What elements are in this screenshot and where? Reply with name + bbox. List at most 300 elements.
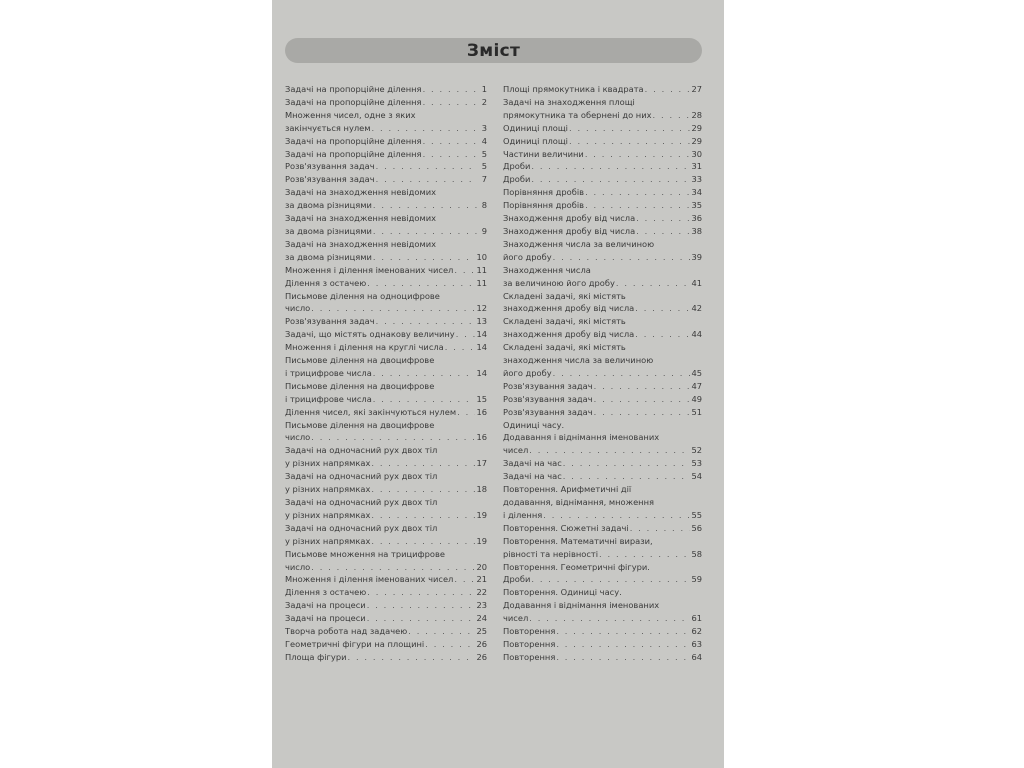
toc-page-number: 58	[691, 548, 702, 559]
toc-entry-title-line: Письмове ділення на двоцифрове	[285, 419, 435, 430]
toc-entry-line	[503, 522, 702, 535]
toc-page-number: 36	[691, 213, 702, 224]
toc-leader-dots	[585, 199, 690, 212]
toc-entry-line	[285, 173, 487, 186]
toc-entry-title: у різних напрямках	[285, 484, 371, 495]
toc-entry-title: Розв'язування задач	[503, 380, 593, 391]
toc-leader-dots	[636, 212, 690, 225]
toc-entry-title-line: Задачі на знаходження невідомих	[285, 187, 437, 198]
toc-entry-line	[503, 83, 702, 96]
toc-entry	[285, 328, 487, 341]
toc-leader-dots	[531, 573, 690, 586]
toc-entry-title-line: Задачі на знаходження невідомих	[285, 213, 437, 224]
toc-page-number: 26	[476, 638, 487, 649]
toc-entry	[285, 625, 487, 638]
toc-entry	[503, 419, 702, 458]
toc-entry-title: Повторення. Сюжетні задачі	[503, 522, 629, 533]
toc-entry-title: Знаходження дробу від числа	[503, 213, 636, 224]
toc-entry-title-line: Повторення. Математичні вирази,	[503, 535, 653, 546]
toc-page-number: 8	[481, 200, 487, 211]
toc-leader-dots	[454, 573, 475, 586]
toc-page-number: 13	[476, 316, 487, 327]
toc-page-number: 16	[476, 432, 487, 443]
toc-entry-title: за двома різницями	[285, 225, 372, 236]
toc-entry-title: знаходження дробу від числа	[503, 303, 635, 314]
toc-page-number: 45	[691, 367, 702, 378]
toc-entry-line	[503, 148, 702, 161]
toc-entry-line	[285, 83, 487, 96]
toc-leader-dots	[553, 251, 691, 264]
toc-page-number: 24	[476, 613, 487, 624]
toc-leader-dots	[376, 160, 478, 173]
toc-page-number: 33	[691, 174, 702, 185]
toc-page-number: 4	[481, 135, 487, 146]
toc-entry-title-line: Письмове ділення на одноцифрове	[285, 290, 440, 301]
toc-entry	[285, 406, 487, 419]
toc-leader-dots	[636, 225, 690, 238]
toc-entry-title: Повторення	[503, 638, 556, 649]
toc-entry	[285, 83, 487, 96]
toc-entry-title-line: Задачі на одночасний рух двох тіл	[285, 471, 438, 482]
toc-entry-title-line: Складені задачі, які містять	[503, 290, 626, 301]
toc-page-number: 52	[691, 445, 702, 456]
toc-entry-title: Множення і ділення іменованих чисел	[285, 264, 454, 275]
contents-title: Зміст	[466, 40, 521, 61]
toc-entry-line	[285, 651, 487, 664]
toc-entry-title: Задачі на пропорційне ділення	[285, 148, 422, 159]
toc-entry	[285, 380, 487, 406]
toc-entry-title: Одиниці площі	[503, 135, 568, 146]
toc-leader-dots	[529, 444, 690, 457]
toc-entry-line	[285, 535, 487, 548]
toc-leader-dots	[367, 277, 475, 290]
toc-entry	[285, 496, 487, 522]
toc-entry-title: у різних напрямках	[285, 509, 371, 520]
toc-entry-title-line: Задачі на одночасний рух двох тіл	[285, 522, 438, 533]
toc-leader-dots	[445, 341, 476, 354]
toc-entry	[285, 548, 487, 574]
toc-entry-title: у різних напрямках	[285, 458, 371, 469]
toc-entry-line	[285, 277, 487, 290]
toc-entry	[285, 573, 487, 586]
toc-page-number: 53	[691, 458, 702, 469]
toc-page-number: 14	[476, 342, 487, 353]
toc-leader-dots	[616, 277, 691, 290]
toc-entry-title: Площі прямокутника і квадрата	[503, 84, 644, 94]
toc-entry	[503, 393, 702, 406]
toc-entry-title: прямокутника та обернені до них	[503, 109, 652, 120]
toc-entry-line	[285, 148, 487, 161]
toc-entry-title: його дробу	[503, 251, 552, 262]
toc-leader-dots	[372, 122, 478, 135]
toc-entry	[503, 586, 702, 625]
toc-entry-line	[503, 367, 702, 380]
toc-leader-dots	[373, 393, 476, 406]
toc-entry-line	[285, 638, 487, 651]
toc-page-number: 29	[691, 122, 702, 133]
toc-entry-title-line: знаходження числа за величиною	[503, 355, 654, 366]
toc-leader-dots	[556, 651, 690, 664]
toc-page-number: 18	[476, 484, 487, 495]
toc-entry-title: знаходження дробу від числа	[503, 329, 635, 340]
toc-page-number: 25	[476, 626, 487, 637]
toc-page-number: 11	[476, 277, 487, 288]
toc-entry	[503, 561, 702, 587]
toc-page-number: 44	[691, 329, 702, 340]
toc-entry	[503, 173, 702, 186]
toc-entry	[285, 419, 487, 445]
toc-entry-line	[285, 586, 487, 599]
toc-entry-title: його дробу	[503, 367, 552, 378]
toc-leader-dots	[556, 638, 690, 651]
toc-page-number: 26	[476, 651, 487, 662]
toc-entry-line	[285, 160, 487, 173]
toc-entry-title: Задачі на час	[503, 471, 562, 482]
toc-page-number: 59	[691, 574, 702, 585]
toc-page-number: 27	[691, 84, 702, 94]
toc-entry	[503, 522, 702, 535]
toc-entry-title: Розв'язування задач	[503, 406, 593, 417]
toc-entry-line	[285, 573, 487, 586]
toc-page-number: 54	[691, 471, 702, 482]
toc-entry-title: і трицифрове числа	[285, 367, 372, 378]
toc-entry-line	[285, 328, 487, 341]
toc-leader-dots	[373, 199, 478, 212]
toc-entry-line	[503, 277, 702, 290]
toc-entry-line	[285, 199, 487, 212]
toc-entry-line	[285, 96, 487, 109]
toc-entry	[503, 225, 702, 238]
toc-leader-dots	[373, 367, 476, 380]
toc-entry-line	[503, 225, 702, 238]
toc-page-number: 47	[691, 380, 702, 391]
toc-entry-line	[503, 651, 702, 664]
toc-column-right	[503, 83, 702, 664]
toc-leader-dots	[425, 638, 475, 651]
toc-entry-title: Порівняння дробів	[503, 200, 585, 211]
toc-page-number: 3	[481, 122, 487, 133]
toc-page-number: 14	[476, 367, 487, 378]
toc-page-number: 10	[476, 251, 487, 262]
toc-entry-title-line: Повторення. Одиниці часу.	[503, 587, 622, 598]
toc-entry-title: Задачі на час	[503, 458, 562, 469]
toc-entry	[285, 109, 487, 135]
toc-entry	[285, 586, 487, 599]
toc-page-number: 63	[691, 638, 702, 649]
toc-entry-line	[285, 122, 487, 135]
toc-entry-title-line: Знаходження числа	[503, 264, 591, 275]
toc-entry-title: число	[285, 432, 311, 443]
toc-entry-title: чисел	[503, 613, 529, 624]
toc-entry-line	[285, 509, 487, 522]
toc-entry-title: за двома різницями	[285, 200, 372, 211]
toc-entry	[503, 535, 702, 561]
toc-leader-dots	[376, 315, 476, 328]
toc-entry-line	[503, 638, 702, 651]
toc-page-number: 7	[481, 174, 487, 185]
toc-leader-dots	[563, 470, 691, 483]
toc-page-number: 64	[691, 651, 702, 662]
toc-entry	[285, 135, 487, 148]
toc-leader-dots	[653, 109, 691, 122]
toc-entry	[503, 341, 702, 380]
toc-leader-dots	[347, 651, 475, 664]
toc-entry-line	[285, 225, 487, 238]
toc-entry	[285, 160, 487, 173]
toc-entry-line	[503, 470, 702, 483]
toc-entry	[285, 638, 487, 651]
toc-page-number: 14	[476, 329, 487, 340]
toc-entry-title: Ділення з остачею	[285, 277, 367, 288]
toc-leader-dots	[594, 393, 691, 406]
toc-entry-title: закінчується нулем	[285, 122, 371, 133]
toc-entry	[503, 199, 702, 212]
toc-entry	[503, 186, 702, 199]
toc-leader-dots	[367, 612, 476, 625]
toc-leader-dots	[371, 483, 475, 496]
toc-entry	[285, 470, 487, 496]
toc-entry-title-line: Додавання і віднімання іменованих	[503, 432, 660, 443]
toc-page-number: 19	[476, 509, 487, 520]
toc-page-number: 9	[481, 225, 487, 236]
toc-entry-line	[503, 548, 702, 561]
toc-entry	[285, 522, 487, 548]
toc-entry-title: і ділення	[503, 509, 543, 520]
toc-leader-dots	[423, 148, 478, 161]
toc-leader-dots	[531, 160, 690, 173]
toc-entry-title-line: Складені задачі, які містять	[503, 342, 626, 353]
toc-entry-line	[503, 328, 702, 341]
toc-entry-line	[503, 122, 702, 135]
toc-leader-dots	[563, 457, 691, 470]
toc-entry-title: Геометричні фігури на площині	[285, 638, 425, 649]
toc-leader-dots	[408, 625, 475, 638]
toc-entry-title-line: Задачі на одночасний рух двох тіл	[285, 497, 438, 507]
toc-entry	[285, 612, 487, 625]
toc-entry-title-line: додавання, віднімання, множення	[503, 497, 655, 507]
toc-entry-title-line: Повторення. Геометричні фігури.	[503, 561, 650, 572]
toc-page-number: 1	[481, 84, 487, 94]
toc-entry	[285, 264, 487, 277]
toc-leader-dots	[635, 302, 690, 315]
toc-entry	[285, 651, 487, 664]
toc-page-number: 61	[691, 613, 702, 624]
toc-entry-line	[285, 457, 487, 470]
toc-entry-line	[285, 367, 487, 380]
toc-page-number: 5	[481, 161, 487, 172]
toc-leader-dots	[373, 251, 476, 264]
toc-entry-title: число	[285, 303, 311, 314]
toc-page-number: 41	[691, 277, 702, 288]
toc-page-number: 29	[691, 135, 702, 146]
toc-leader-dots	[543, 509, 690, 522]
toc-entry-title: Задачі на процеси	[285, 613, 366, 624]
toc-entry-line	[285, 302, 487, 315]
toc-entry-line	[503, 186, 702, 199]
toc-entry-title: Повторення	[503, 626, 556, 637]
toc-entry-title: Розв'язування задач	[503, 393, 593, 404]
toc-page-number: 62	[691, 626, 702, 637]
toc-leader-dots	[367, 586, 475, 599]
toc-page-number: 51	[691, 406, 702, 417]
toc-leader-dots	[645, 83, 691, 96]
toc-entry-title: Розв'язування задач	[285, 174, 375, 185]
toc-entry	[503, 290, 702, 316]
toc-entry-title: Задачі на пропорційне ділення	[285, 96, 422, 107]
toc-entry	[503, 638, 702, 651]
toc-entry-line	[285, 315, 487, 328]
toc-leader-dots	[529, 612, 690, 625]
toc-page-number: 11	[476, 264, 487, 275]
toc-entry	[503, 135, 702, 148]
toc-page-number: 39	[691, 251, 702, 262]
toc-entry	[503, 625, 702, 638]
toc-entry-title-line: Одиниці часу.	[503, 419, 565, 430]
toc-entry-title: Порівняння дробів	[503, 187, 585, 198]
toc-entry-title: Множення і ділення іменованих чисел	[285, 574, 454, 585]
toc-page-number: 55	[691, 509, 702, 520]
toc-page-number: 30	[691, 148, 702, 159]
toc-page-number: 28	[691, 109, 702, 120]
toc-leader-dots	[531, 173, 690, 186]
toc-entry	[503, 483, 702, 522]
toc-entry-title: рівності та нерівності	[503, 548, 599, 559]
toc-page-number: 49	[691, 393, 702, 404]
toc-leader-dots	[376, 173, 478, 186]
toc-entry	[285, 444, 487, 470]
toc-entry-title-line: Додавання і віднімання іменованих	[503, 600, 660, 611]
toc-entry-line	[503, 199, 702, 212]
toc-page-number: 35	[691, 200, 702, 211]
toc-entry-title: Дроби	[503, 574, 531, 585]
toc-leader-dots	[423, 96, 478, 109]
contents-title-bar	[285, 38, 702, 63]
toc-page-number: 22	[476, 587, 487, 598]
toc-entry-title: Повторення	[503, 651, 556, 662]
toc-page-number: 15	[476, 393, 487, 404]
toc-leader-dots	[371, 509, 475, 522]
toc-entry-title: Площа фігури	[285, 651, 347, 662]
toc-entry	[503, 122, 702, 135]
toc-leader-dots	[635, 328, 690, 341]
toc-leader-dots	[599, 548, 690, 561]
toc-page-number: 23	[476, 600, 487, 611]
toc-entry-line	[503, 509, 702, 522]
toc-entry-line	[285, 561, 487, 574]
toc-page-number: 2	[481, 96, 487, 107]
toc-entry	[285, 341, 487, 354]
toc-entry-line	[503, 573, 702, 586]
toc-entry-title: Одиниці площі	[503, 122, 568, 133]
toc-leader-dots	[371, 457, 475, 470]
toc-entry-title: Множення і ділення на круглі числа	[285, 342, 444, 353]
toc-entry	[285, 186, 487, 212]
toc-entry-line	[503, 393, 702, 406]
toc-entry	[285, 315, 487, 328]
toc-entry	[285, 354, 487, 380]
toc-entry-line	[285, 264, 487, 277]
toc-entry	[503, 406, 702, 419]
toc-entry	[285, 599, 487, 612]
toc-entry-title: чисел	[503, 445, 529, 456]
toc-page-number: 17	[476, 458, 487, 469]
toc-entry-line	[503, 457, 702, 470]
toc-column-left	[285, 83, 487, 664]
toc-page-number: 16	[476, 406, 487, 417]
toc-entry	[285, 173, 487, 186]
toc-entry-line	[503, 251, 702, 264]
toc-entry	[285, 96, 487, 109]
toc-entry-title-line: Знаходження числа за величиною	[503, 238, 655, 249]
toc-leader-dots	[553, 367, 691, 380]
toc-entry-title-line: Задачі на знаходження невідомих	[285, 238, 437, 249]
toc-entry-title-line: Письмове множення на трицифрове	[285, 548, 445, 559]
toc-leader-dots	[311, 561, 475, 574]
toc-leader-dots	[569, 135, 690, 148]
toc-entry-title-line: Повторення. Арифметичні дії	[503, 484, 632, 495]
toc-entry-title: Творча робота над задачею	[285, 626, 408, 637]
toc-entry-line	[503, 612, 702, 625]
toc-page-number: 21	[476, 574, 487, 585]
toc-page-number: 31	[691, 161, 702, 172]
toc-entry-title: Розв'язування задач	[285, 316, 375, 327]
toc-entry-title: Дроби	[503, 174, 531, 185]
toc-entry	[503, 264, 702, 290]
toc-page-number: 19	[476, 535, 487, 546]
toc-entry-line	[503, 406, 702, 419]
toc-entry-line	[503, 212, 702, 225]
toc-page-number: 42	[691, 303, 702, 314]
toc-entry	[503, 315, 702, 341]
toc-leader-dots	[594, 380, 691, 393]
toc-entry-title: і трицифрове числа	[285, 393, 372, 404]
toc-entry	[285, 148, 487, 161]
toc-entry-title-line: Задачі на одночасний рух двох тіл	[285, 445, 438, 456]
toc-entry-line	[285, 612, 487, 625]
toc-leader-dots	[585, 148, 691, 161]
toc-leader-dots	[373, 225, 478, 238]
toc-entry-title: Задачі на пропорційне ділення	[285, 135, 422, 146]
toc-entry	[503, 83, 702, 96]
toc-entry-title: Ділення чисел, які закінчуються нулем	[285, 406, 457, 417]
toc-page-number: 34	[691, 187, 702, 198]
toc-entry-line	[285, 625, 487, 638]
toc-entry	[285, 212, 487, 238]
toc-entry	[503, 212, 702, 225]
toc-entry-line	[285, 393, 487, 406]
toc-page-number: 38	[691, 225, 702, 236]
toc-leader-dots	[454, 264, 475, 277]
toc-entry-title: за величиною його дробу	[503, 277, 615, 288]
toc-page-number: 20	[476, 561, 487, 572]
toc-entry-line	[285, 251, 487, 264]
toc-leader-dots	[594, 406, 691, 419]
toc-entry-title: число	[285, 561, 311, 572]
toc-entry-line	[503, 302, 702, 315]
toc-entry-title: Розв'язування задач	[285, 161, 375, 172]
toc-entry	[285, 277, 487, 290]
toc-leader-dots	[423, 83, 478, 96]
toc-entry	[503, 238, 702, 264]
toc-entry-title: у різних напрямках	[285, 535, 371, 546]
toc-entry	[503, 96, 702, 122]
toc-entry-title-line: Задачі на знаходження площі	[503, 96, 635, 107]
toc-entry-line	[503, 380, 702, 393]
toc-entry-title: Задачі на пропорційне ділення	[285, 84, 422, 94]
toc-entry	[503, 160, 702, 173]
toc-entry-title: за двома різницями	[285, 251, 372, 262]
toc-entry	[503, 470, 702, 483]
